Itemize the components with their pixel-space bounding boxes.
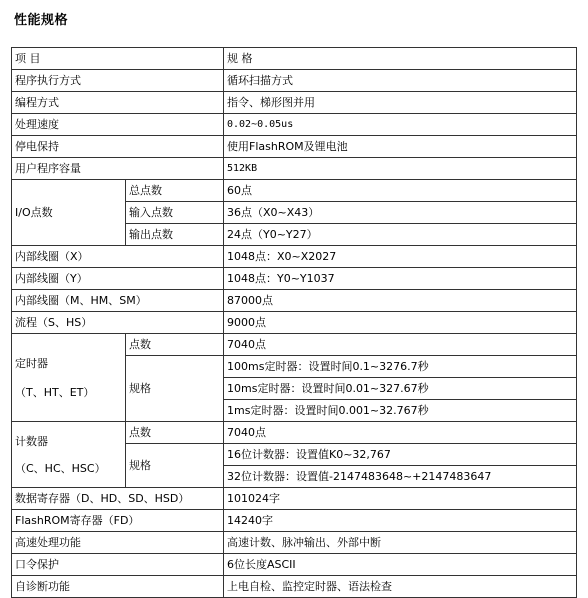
table-row — [12, 246, 577, 268]
timer-label-line2: （T、HT、ET） — [15, 385, 95, 399]
table-row — [12, 114, 577, 136]
header-spec: 规 格 — [224, 48, 577, 70]
timer-spec-line: 1ms定时器：设置时间0.001~32.767秒 — [224, 400, 577, 422]
counter-spec-line: 16位计数器：设置值K0~32,767 — [224, 444, 577, 466]
table-row — [12, 576, 577, 598]
row-value: 512KB — [224, 158, 577, 180]
table-row — [12, 554, 577, 576]
timer-spec-label: 规格 — [126, 356, 224, 422]
table-row — [12, 488, 577, 510]
counter-label-line1: 计数器 — [15, 434, 48, 448]
row-label: 高速处理功能 — [12, 532, 224, 554]
row-value: 87000点 — [224, 290, 577, 312]
row-label: 口令保护 — [12, 554, 224, 576]
table-row — [12, 532, 577, 554]
row-value: 1048点：X0~X2027 — [224, 246, 577, 268]
row-value: 上电自检、监控定时器、语法检查 — [224, 576, 577, 598]
table-row — [12, 334, 577, 356]
table-row — [12, 180, 577, 202]
row-value: 9000点 — [224, 312, 577, 334]
table-row — [12, 70, 577, 92]
row-value: 1048点：Y0~Y1037 — [224, 268, 577, 290]
io-output-value: 24点（Y0~Y27） — [224, 224, 577, 246]
row-value: 指令、梯形图并用 — [224, 92, 577, 114]
page-title: 性能规格 — [14, 13, 69, 28]
timer-spec-line: 10ms定时器：设置时间0.01~327.67秒 — [224, 378, 577, 400]
table-row — [12, 422, 577, 444]
row-label: FlashROM寄存器（FD） — [12, 510, 224, 532]
spec-table — [11, 47, 577, 598]
row-value: 循环扫描方式 — [224, 70, 577, 92]
counter-spec-line: 32位计数器：设置值-2147483648~+2147483647 — [224, 466, 577, 488]
timer-spec-line: 100ms定时器：设置时间0.1~3276.7秒 — [224, 356, 577, 378]
io-output-label: 输出点数 — [126, 224, 224, 246]
io-label: I/O点数 — [12, 180, 126, 246]
io-input-label: 输入点数 — [126, 202, 224, 224]
counter-label — [12, 422, 126, 488]
io-input-value: 36点（X0~X43） — [224, 202, 577, 224]
header-item: 项 目 — [12, 48, 224, 70]
counter-label-line2: （C、HC、HSC） — [15, 461, 106, 475]
row-label: 内部线圈（X） — [12, 246, 224, 268]
table-row — [12, 312, 577, 334]
row-label: 流程（S、HS） — [12, 312, 224, 334]
timer-label-line1: 定时器 — [15, 356, 48, 370]
counter-spec-label: 规格 — [126, 444, 224, 488]
table-row — [12, 92, 577, 114]
table-row — [12, 158, 577, 180]
row-label: 处理速度 — [12, 114, 224, 136]
row-value: 6位长度ASCII — [224, 554, 577, 576]
row-label: 用户程序容量 — [12, 158, 224, 180]
table-header-row — [12, 48, 577, 70]
row-label: 数据寄存器（D、HD、SD、HSD） — [12, 488, 224, 510]
timer-label — [12, 334, 126, 422]
row-label: 程序执行方式 — [12, 70, 224, 92]
row-label: 停电保持 — [12, 136, 224, 158]
row-value: 高速计数、脉冲输出、外部中断 — [224, 532, 577, 554]
row-label: 自诊断功能 — [12, 576, 224, 598]
row-value: 14240字 — [224, 510, 577, 532]
row-value: 0.02~0.05us — [224, 114, 577, 136]
table-row — [12, 510, 577, 532]
timer-points-label: 点数 — [126, 334, 224, 356]
io-total-label: 总点数 — [126, 180, 224, 202]
counter-points-value: 7040点 — [224, 422, 577, 444]
row-value: 101024字 — [224, 488, 577, 510]
row-value: 使用FlashROM及锂电池 — [224, 136, 577, 158]
row-label: 内部线圈（M、HM、SM） — [12, 290, 224, 312]
io-total-value: 60点 — [224, 180, 577, 202]
row-label: 编程方式 — [12, 92, 224, 114]
table-row — [12, 268, 577, 290]
table-row — [12, 136, 577, 158]
counter-points-label: 点数 — [126, 422, 224, 444]
row-label: 内部线圈（Y） — [12, 268, 224, 290]
timer-points-value: 7040点 — [224, 334, 577, 356]
table-row — [12, 290, 577, 312]
